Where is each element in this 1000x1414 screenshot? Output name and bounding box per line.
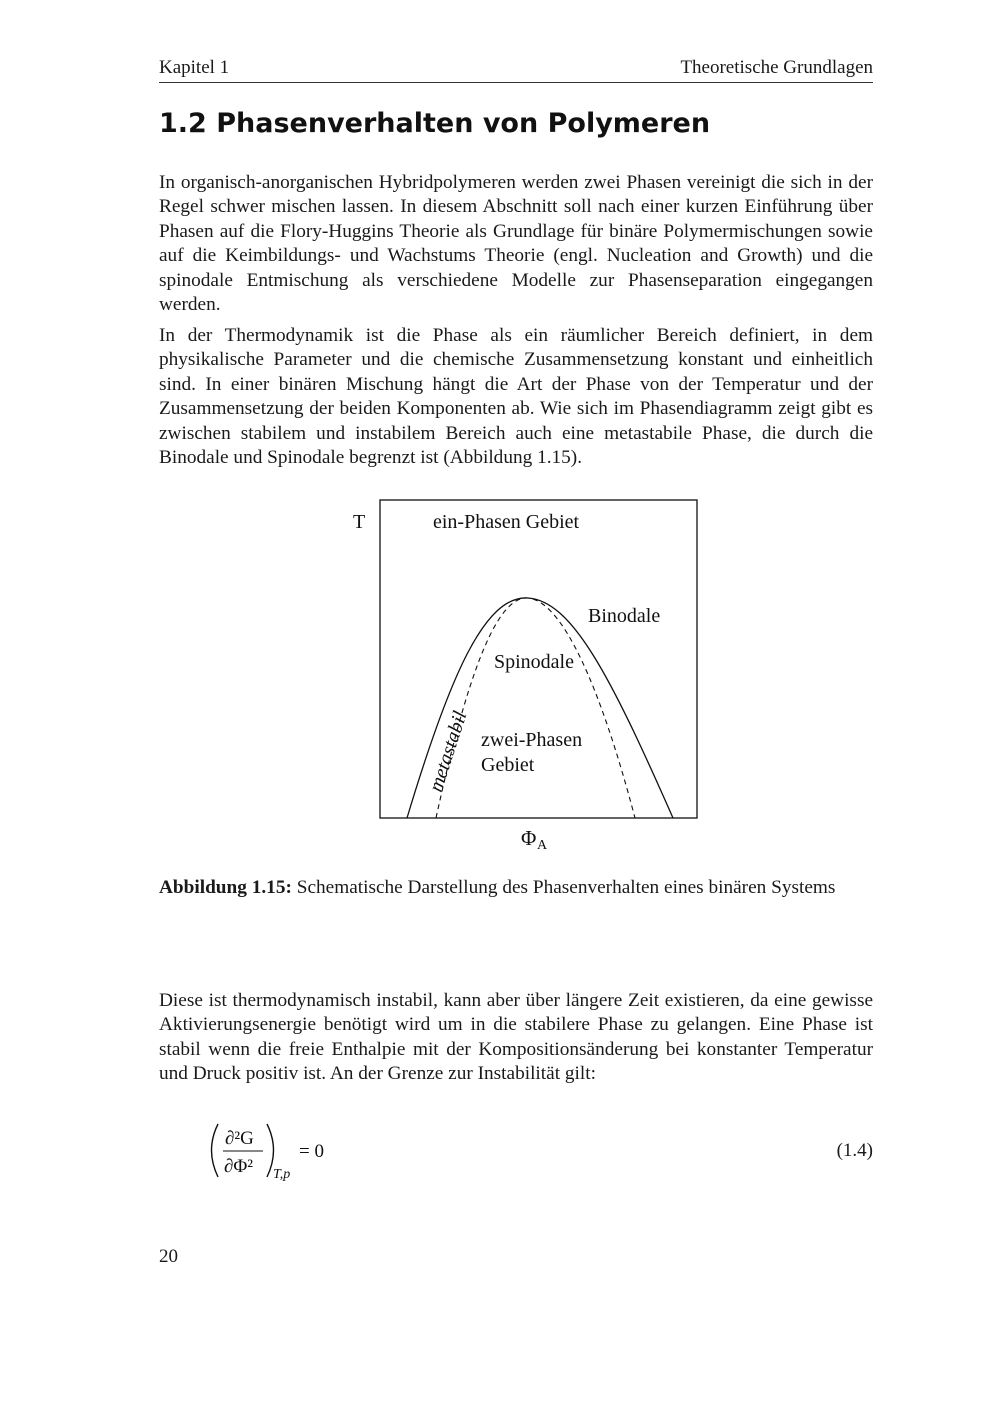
- metastable-label: metastabil: [424, 708, 472, 795]
- equation-numerator: ∂²G: [225, 1128, 254, 1149]
- figure-caption: [159, 876, 873, 900]
- paragraph-thermodynamics: In der Thermodynamik ist die Phase als ein räumlicher Bereich definiert, in dem physikalische Parameter und die chemische Zusammensetzung konstant und einheitlich sind. In einer binären Mischung hängt die Art der Phase von der Temperatur und der Zusammensetzung der beiden Komponenten ab. Wie sich im Phasendiagramm zeigt gibt es zwischen stabilem und instabilem Bereich auch eine metastabile Phase, die durch die Binodale und Spinodale begrenzt ist (Abbildung 1.15).: [159, 325, 873, 469]
- running-header: [159, 54, 873, 83]
- phase-diagram-figure: [340, 495, 720, 860]
- equation-number: (1.4): [836, 1140, 873, 1161]
- left-paren: [212, 1124, 219, 1177]
- two-phase-label-line1: zwei-Phasen: [481, 729, 583, 751]
- section-heading: 1.2 Phasenverhalten von Polymeren: [159, 108, 711, 139]
- x-axis-label: Φ: [521, 826, 537, 850]
- paragraph-intro: In organisch-anorganischen Hybridpolymeren werden zwei Phasen vereinigt die sich in der Regel schwer mischen lassen. In diesem Abschnitt soll nach einer kurzen Einführung über Phasen auf die Flory-Huggins Theorie als Grundlage für binäre Polymermischungen sowie auf die Keimbildungs- und Wachstums Theorie (engl. Nucleation and Growth) und die spinodale Entmischung als verschiedene Modelle zur Phasenseparation eingegangen werden.: [159, 172, 873, 316]
- equation-subscript: T,p: [273, 1167, 291, 1182]
- caption-label: Abbildung 1.15:: [159, 877, 292, 898]
- header-section-title: Theoretische Grundlagen: [680, 57, 873, 78]
- equation-1-4: [205, 1120, 873, 1190]
- y-axis-label: T: [353, 511, 366, 533]
- spinodal-curve: [436, 598, 635, 818]
- header-chapter: Kapitel 1: [159, 57, 230, 78]
- two-phase-label-line2: Gebiet: [481, 754, 535, 776]
- one-phase-region-label: ein-Phasen Gebiet: [433, 511, 580, 533]
- caption-text: Schematische Darstellung des Phasenverhalten eines binären Systems: [296, 877, 836, 898]
- equation-formula: [205, 1120, 365, 1190]
- spinodal-label: Spinodale: [494, 651, 574, 673]
- phase-diagram: [340, 495, 720, 860]
- equation-denominator: ∂Φ²: [224, 1156, 253, 1177]
- page-number: 20: [159, 1246, 178, 1267]
- equation-rhs: = 0: [299, 1141, 324, 1162]
- binodal-label: Binodale: [588, 605, 661, 627]
- x-axis-subscript: A: [537, 838, 548, 853]
- paragraph-stability: Diese ist thermodynamisch instabil, kann aber über längere Zeit existieren, da eine gewisse Aktivierungsenergie benötigt wird um in die stabilere Phase zu gelangen. Eine Phase ist stabil wenn die freie Enthalpie mit der Kompositionsänderung bei konstanter Temperatur und Druck positiv ist. An der Grenze zur Instabilität gilt:: [159, 990, 873, 1085]
